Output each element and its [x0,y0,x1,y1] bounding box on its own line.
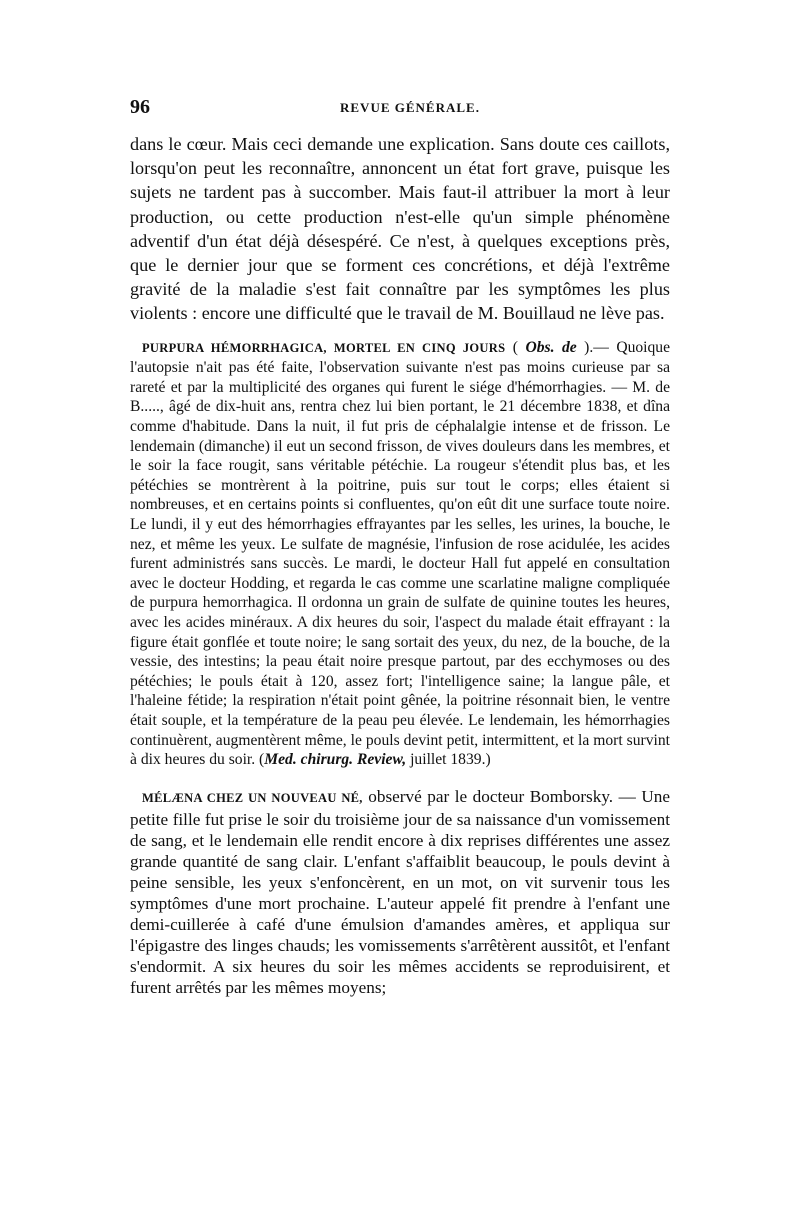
obs-label: Obs. de [525,338,577,356]
article-melaena [130,786,670,998]
article-purpura [130,338,670,770]
citation-date: juillet 1839.) [406,751,491,769]
journal-citation: Med. chirurg. Review, [264,751,407,769]
book-page [130,96,670,998]
running-title: REVUE GÉNÉRALE. [340,100,480,115]
article-rubric: PURPURA HÉMORRHAGICA, MORTEL EN CINQ JOURS [142,340,506,355]
article-body: Quoique l'autopsie n'ait pas été faite, l'observation suivante n'est pas moins curieuse par sa rareté et par la multiplicité des organes qui furent le siége d'hémorrhagies. — M. de B....., âgé de dix-huit ans, rentra chez lui bien portant, le 21 décembre 1838, et dîna comme d'habitude. Dans la nuit, il fut pris de céphalalgie intense et de frisson. Le lendemain (dimanche) il eut un second frisson, de vives douleurs dans les membres, et le soir la face rougit, sans véritable pétéchie. La rougeur s'étendit plus bas, et les pétéchies se montrèrent à la poitrine, puis sur tout le corps; elles étaient si nombreuses, et en certains points si confluentes, qu'on eût dit une surface toute noire. Le lundi, il y eut des hémorrhagies effrayantes par les selles, les urines, la bouche, le nez, et même les yeux. Le sulfate de magnésie, l'infusion de rose acidulée, les acides furent administrés sans succès. Le mardi, le docteur Hall fut appelé en consultation avec le docteur Hodding, et regarda le cas comme une scarlatine maligne compliquée de purpura hemorrhagica. Il ordonna un grain de sulfate de quinine toutes les heures, avec les acides minéraux. A dix heures du soir, l'aspect du malade était effrayant : la figure était gonflée et toute noire; le sang sortait des yeux, du nez, de la bouche, de la vessie, des intestins; la peau était noire presque partout, par des ecchymoses ou des pétéchies; le pouls était à 120, assez fort; l'intelligence saine; la langue pâle, et l'haleine fétide; la respiration n'était point gênée, la poitrine résonnait bien, le ventre était souple, et la température de la peau peu élevée. Le lendemain, les hémorrhagies continuèrent, augmentèrent même, le pouls devint petit, intermittent, et la mort survint à dix heures du soir. ( [130,338,671,769]
page-number: 96 [130,96,150,118]
page-header [130,96,670,130]
obs-close: ).— [576,338,617,356]
obs-open: ( [505,338,526,356]
article-rubric: MÉLÆNA CHEZ UN NOUVEAU NÉ, [142,790,363,805]
lead-paragraph: dans le cœur. Mais ceci demande une explication. Sans doute ces caillots, lorsqu'on peut les reconnaître, annoncent un état fort grave, puisque les sujets ne tardent pas à succomber. Mais faut-il attribuer la mort à leur production, ou cette production n'est-elle qu'un simple phénomène adventif d'un état déjà désespéré. Ce n'est, à quelques exceptions près, que le dernier jour que se forment ces concrétions, et déjà l'extrême gravité de la maladie s'est fait connaître par les symptômes les plus violents : encore une difficulté que le travail de M. Bouillaud ne lève pas. [130,134,670,324]
article-body: observé par le docteur Bomborsky. — Une petite fille fut prise le soir du troisième jour de sa naissance d'un vomissement de sang, et le lendemain elle rendit encore à dix reprises différentes une assez grande quantité de sang clair. L'enfant s'affaiblit beaucoup, le pouls devint à peine sensible, les yeux s'enfoncèrent, en un mot, on vit survenir tous les symptômes d'une mort prochaine. L'auteur appelé fit prendre à l'enfant une demi-cuillerée à café d'une émulsion d'amandes amères, et appliqua sur l'épigastre des linges chauds; les vomissements s'arrêtèrent aussitôt, et l'enfant s'endormit. A six heures du soir les mêmes accidents se reproduisirent, et furent arrêtés par les mêmes moyens; [130,786,670,997]
